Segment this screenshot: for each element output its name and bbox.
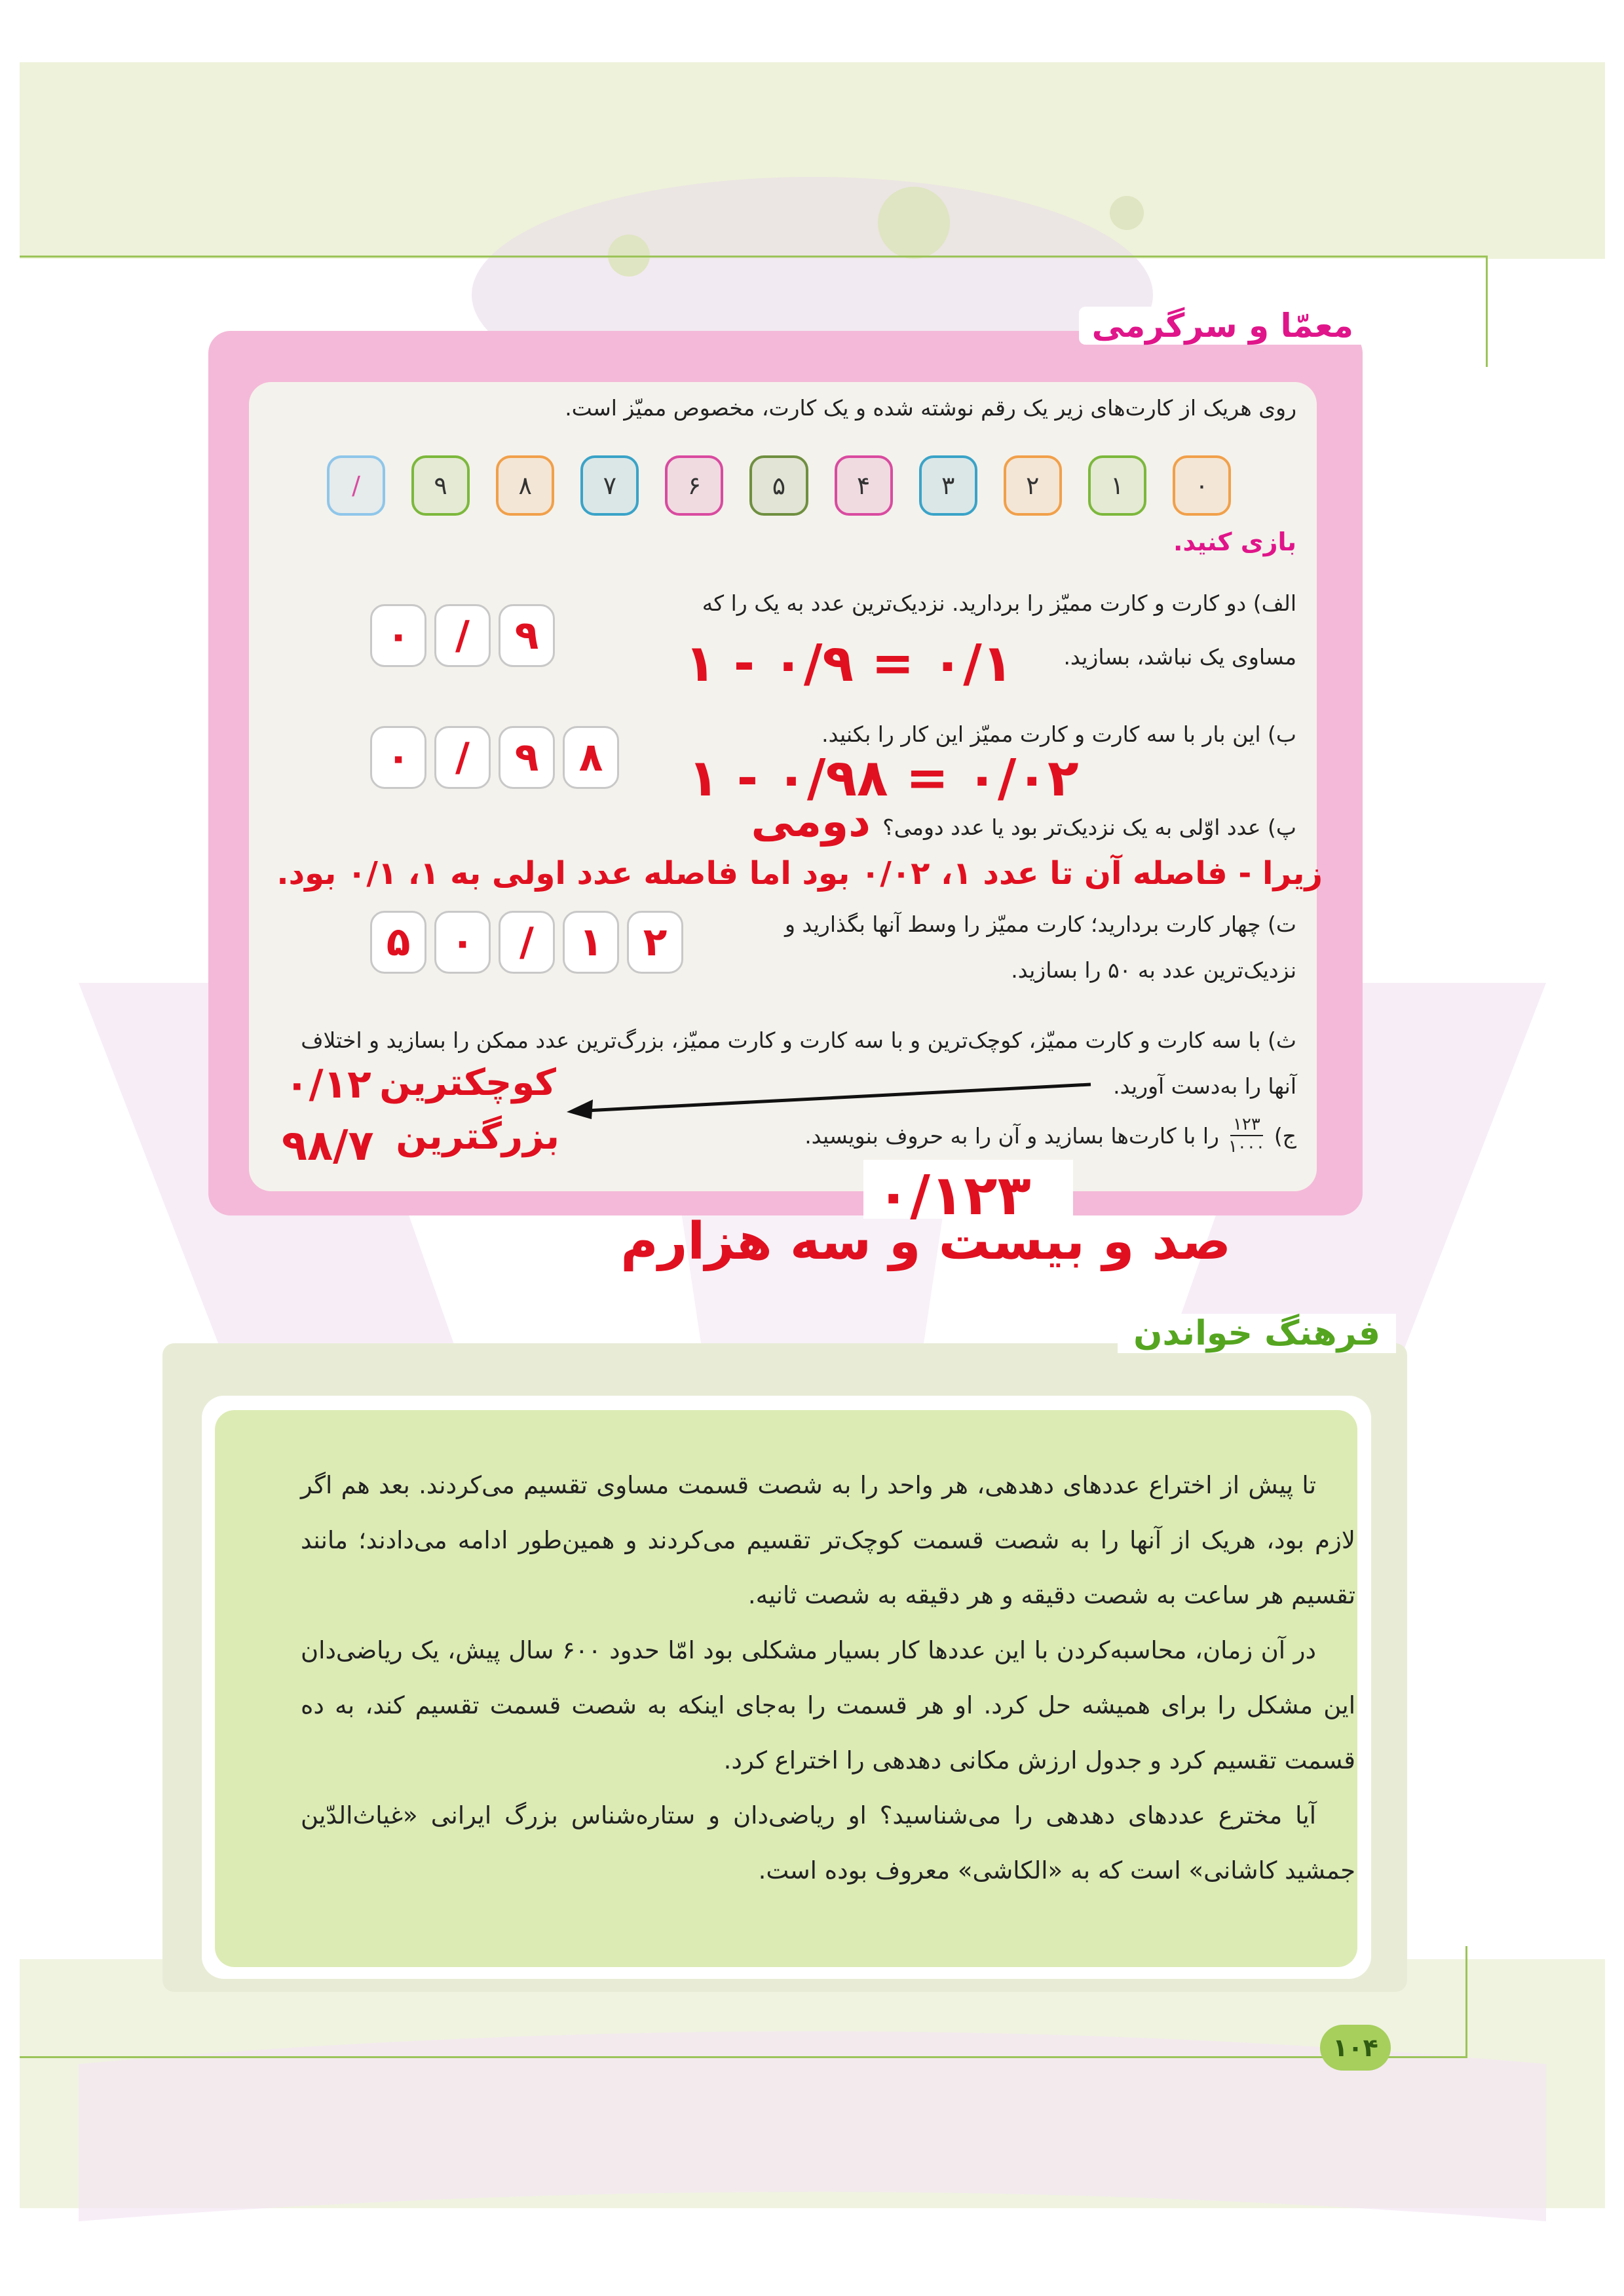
digit-card: / bbox=[327, 455, 385, 516]
digit-card: ۱ bbox=[1088, 455, 1146, 516]
answer-se-small-label: کوچکترین bbox=[379, 1062, 556, 1104]
answer-alef: ۱ - ۰/۹ = ۰/۱ bbox=[685, 634, 1013, 693]
page-number: ۱۰۴ bbox=[1320, 2025, 1391, 2071]
answer-pe: دومی bbox=[751, 796, 871, 847]
digit-card: ۶ bbox=[665, 455, 723, 516]
handwritten-card: ۰ bbox=[434, 911, 491, 974]
top-right-rule bbox=[1486, 256, 1488, 367]
digit-card: ۴ bbox=[835, 455, 893, 516]
answer-se-small-value: ۰/۱۲ bbox=[285, 1062, 371, 1107]
reading-title: فرهنگ خواندن bbox=[1118, 1314, 1396, 1353]
digit-card: ۹ bbox=[411, 455, 470, 516]
fraction-numerator: ۱۲۳ bbox=[1230, 1114, 1263, 1136]
handwritten-card: / bbox=[434, 604, 491, 667]
answer-be-cards bbox=[370, 726, 619, 789]
answer-pe-reason: زیرا - فاصله آن تا عدد ۱، ۰/۰۲ بود اما فاصله عدد اولی به ۱، ۰/۱ بود. bbox=[276, 855, 1323, 892]
handwritten-card: ۰ bbox=[370, 726, 426, 789]
answer-alef-cards bbox=[370, 604, 555, 667]
digit-card: ۸ bbox=[496, 455, 554, 516]
reading-paragraph-2: در آن زمان، محاسبه‌کردن با این عددها کار بسیار مشکلی بود امّا حدود ۶۰۰ سال پیش، یک ریاضی‌دان این مشکل را برای همیشه حل کرد. او هر قسمت را به‌جای اینکه به شصت قسمت تقسیم کند، به ده قسمت تقسیم کرد و جدول ارزش مکانی دهدهی را اختراع کرد. bbox=[301, 1636, 1355, 1774]
puzzle-intro: روی هریک از کارت‌های زیر یک رقم نوشته شده و یک کارت، مخصوص ممیّز است. bbox=[565, 395, 1296, 421]
question-se-line1: ث) با سه کارت و کارت ممیّز، کوچک‌ترین و با سه کارت و کارت ممیّز، بزرگ‌ترین عدد ممکن را بسازید و اختلاف bbox=[301, 1027, 1296, 1053]
handwritten-card: ۹ bbox=[499, 726, 555, 789]
reading-paragraph-1: تا پیش از اختراع عددهای دهدهی، هر واحد را به شصت قسمت مساوی تقسیم می‌کردند. بعد هم اگر لازم بود، هریک از آنها را به شصت قسمت کوچک‌تر تقسیم می‌کردند و همین‌طور ادامه می‌دادند؛ مانند تقسیم هر ساعت به شصت دقیقه و هر دقیقه به شصت ثانیه. bbox=[301, 1471, 1355, 1609]
digit-card: ۷ bbox=[580, 455, 639, 516]
answer-se-big-label: بزرگترین bbox=[396, 1115, 559, 1158]
question-jim-prefix: ج) bbox=[1274, 1122, 1296, 1149]
answer-se-big-value: ۹۸/۷ bbox=[282, 1122, 374, 1170]
question-alef-line2: مساوی یک نباشد، بسازید. bbox=[1063, 644, 1296, 670]
handwritten-card: ۵ bbox=[370, 911, 426, 974]
play-label: بازی کنید. bbox=[1173, 527, 1296, 556]
question-pe: پ) عدد اوّلی به یک نزدیک‌تر بود یا عدد دومی؟ bbox=[882, 814, 1296, 840]
digit-card: ۳ bbox=[919, 455, 977, 516]
bottom-right-rule bbox=[1465, 1946, 1467, 2057]
question-te-line1: ت) چهار کارت بردارید؛ کارت ممیّز را وسط آنها بگذارید و bbox=[785, 911, 1296, 937]
bottom-rule bbox=[20, 2056, 1467, 2058]
answer-be: ۱ - ۰/۹۸ = ۰/۰۲ bbox=[688, 749, 1079, 808]
handwritten-card: ۲ bbox=[627, 911, 683, 974]
handwritten-card: ۹ bbox=[499, 604, 555, 667]
reading-text bbox=[301, 1458, 1355, 1898]
handwritten-card: / bbox=[434, 726, 491, 789]
question-alef-line1: الف) دو کارت و کارت ممیّز را بردارید. نزدیک‌ترین عدد به یک را که bbox=[702, 590, 1296, 616]
handwritten-card: ۱ bbox=[563, 911, 619, 974]
handwritten-card: / bbox=[499, 911, 555, 974]
top-rule bbox=[20, 256, 1487, 258]
digit-card: ۰ bbox=[1173, 455, 1231, 516]
puzzle-title: معمّا و سرگرمی bbox=[1079, 307, 1367, 345]
digit-cards bbox=[327, 455, 1231, 518]
answer-te-cards bbox=[370, 911, 683, 974]
answer-arrow-icon bbox=[560, 1075, 1097, 1120]
answer-jim-number: ۰/۱۲۳ bbox=[877, 1163, 1031, 1227]
question-be: ب) این بار با سه کارت و کارت ممیّز این کار را بکنید. bbox=[821, 721, 1296, 747]
fraction-denominator: ۱۰۰۰ bbox=[1228, 1137, 1265, 1157]
question-se-line2: آنها را به‌دست آورید. bbox=[1113, 1073, 1296, 1099]
handwritten-card: ۰ bbox=[370, 604, 426, 667]
answer-jim-words: صد و بیست و سه هزارم bbox=[620, 1212, 1231, 1271]
digit-card: ۵ bbox=[749, 455, 808, 516]
digit-card: ۲ bbox=[1004, 455, 1062, 516]
question-te-line2: نزدیک‌ترین عدد به ۵۰ را بسازید. bbox=[1011, 957, 1296, 983]
handwritten-card: ۸ bbox=[563, 726, 619, 789]
reading-paragraph-3: آیا مخترع عددهای دهدهی را می‌شناسید؟ او ریاضی‌دان و ستاره‌شناس بزرگ ایرانی «غیاث‌الدّین جمشید کاشانی» است که به «الکاشی» معروف بوده است. bbox=[301, 1801, 1355, 1885]
question-jim-fraction bbox=[1228, 1114, 1265, 1157]
question-jim-text: را با کارت‌ها بسازید و آن را به حروف بنویسید. bbox=[804, 1122, 1219, 1149]
